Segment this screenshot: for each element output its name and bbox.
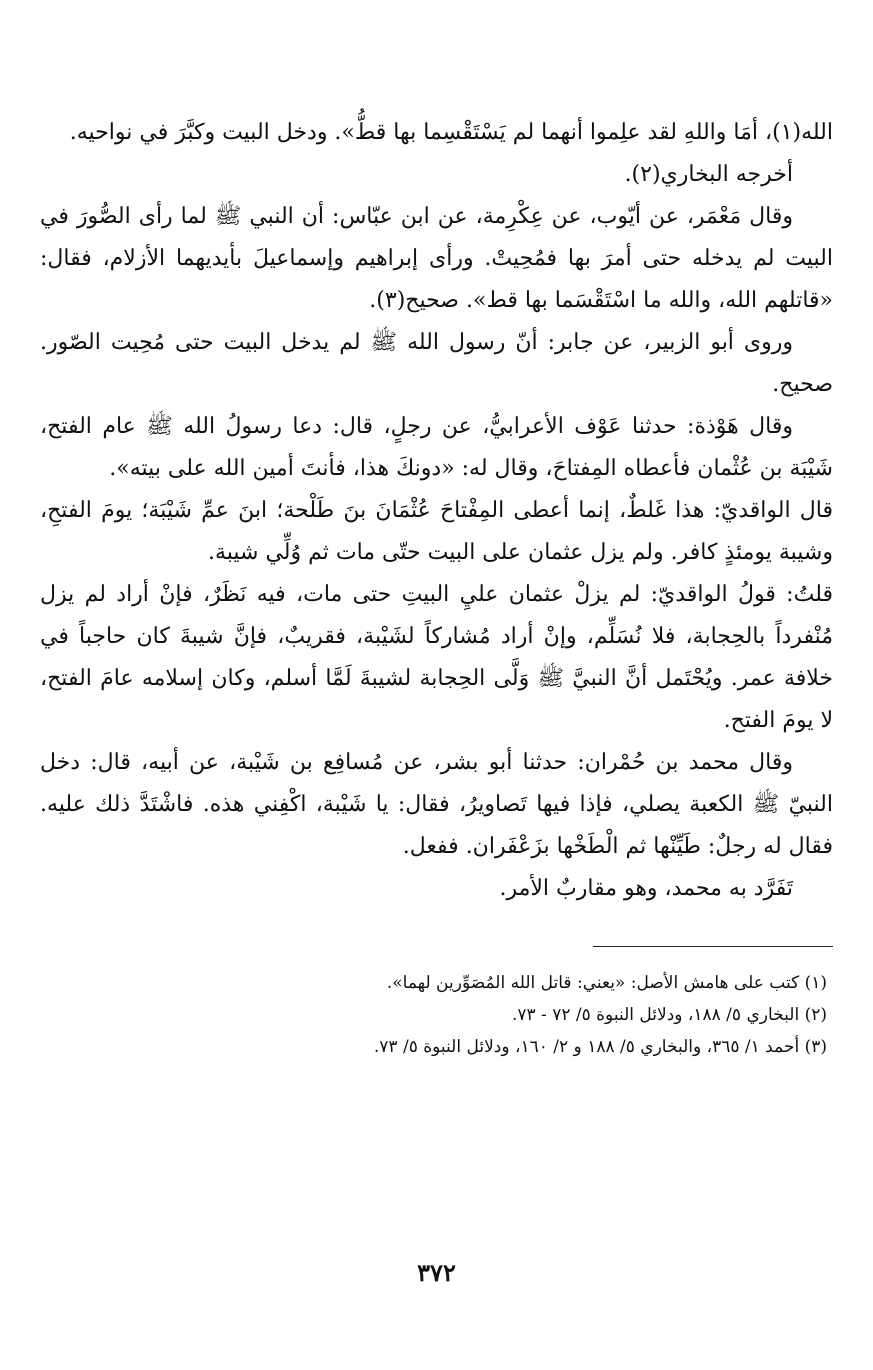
paragraph: أخرجه البخاري(٢). — [624, 162, 793, 187]
paragraph: الله(١)، أمَا واللهِ لقد علِموا أنهما لم يَسْتَقْسِما بها قطُّ». ودخل البيت وكبَّرَ في نواحيه. — [69, 120, 833, 145]
footnote: (٢) البخاري ٥/ ١٨٨، ودلائل النبوة ٥/ ٧٢ - ٧٣. — [511, 1005, 827, 1025]
paragraph: وروى أبو الزبير، عن جابر: أنّ رسول الله ﷺ لم يدخل البيت حتى مُحِيت الصّور. صحيح. — [40, 330, 833, 397]
paragraph: وقال محمد بن حُمْران: حدثنا أبو بشر، عن مُسافِع بن شَيْبة، عن أبيه، قال: دخل النبيّ ﷺ الكعبة يصلي، فإذا فيها تَصاويرُ، فقال: يا شَيْبة، اكْفِني هذه. فاشْتَدَّ ذلك عليه. فقال له رجلٌ: طَيِّنْها ثم الْطَخْها بزَعْفَران. ففعل. — [40, 750, 833, 859]
paragraph: قلتُ: قولُ الواقديّ: لم يزلْ عثمان عليِ البيتِ حتى مات، فيه نَظَرٌ، فإنْ أراد لم يزل مُنْفرداً بالحِجابة، فلا نُسَلِّم، وإنْ أراد مُشاركاً لشَيْبة، فقريبٌ، فإنَّ شيبةَ كان حاجباً في خلافة عمر. ويُحْتَمل أنَّ النبيَّ ﷺ وَلَّى الحِجابة لشيبةَ لَمَّا أسلم، وكان إسلامه عامَ الفتح، لا يومَ الفتح. — [40, 582, 833, 733]
paragraph: تَفَرَّد به محمد، وهو مقاربٌ الأمر. — [499, 876, 793, 901]
paragraph: قال الواقديّ: هذا غَلطٌ، إنما أعطى المِفْتاحَ عُثْمَانَ بنَ طَلْحة؛ ابنَ عمِّ شَيْبَة؛ يومَ الفتحِ، وشيبة يومئذٍ كافر. ولم يزل عثمان على البيت حتّى مات ثم وُلِّي شيبة. — [40, 498, 833, 565]
footnotes — [40, 967, 833, 1063]
footnote-separator — [593, 946, 833, 947]
footnote: (٣) أحمد ١/ ٣٦٥، والبخاري ٥/ ١٨٨ و ٢/ ١٦٠، ودلائل النبوة ٥/ ٧٣. — [373, 1037, 827, 1057]
paragraph: وقال مَعْمَر، عن أيّوب، عن عِكْرِمة، عن ابن عبّاس: أن النبي ﷺ لما رأى الصُّورَ في البيت لم يدخله حتى أمرَ بها فمُحِيتْ. ورأى إبراهيم وإسماعيلَ بأيديهما الأزلام، فقال: «قاتلهم الله، والله ما اسْتَقْسَما بها قط». صحيح(٣). — [40, 204, 833, 313]
paragraph: وقال هَوْذة: حدثنا عَوْف الأعرابيُّ، عن رجلٍ، قال: دعا رسولُ الله ﷺ عام الفتح، شَيْبَة بن عُثْمان فأعطاه المِفتاحَ، وقال له: «دونكَ هذا، فأنتَ أمين الله على بيته». — [40, 414, 833, 481]
main-text — [40, 112, 833, 910]
page-number: ٣٧٢ — [417, 1258, 456, 1287]
footnote: (١) كتب على هامش الأصل: «يعني: قاتل الله المُصَوِّرين لهما». — [386, 973, 827, 993]
